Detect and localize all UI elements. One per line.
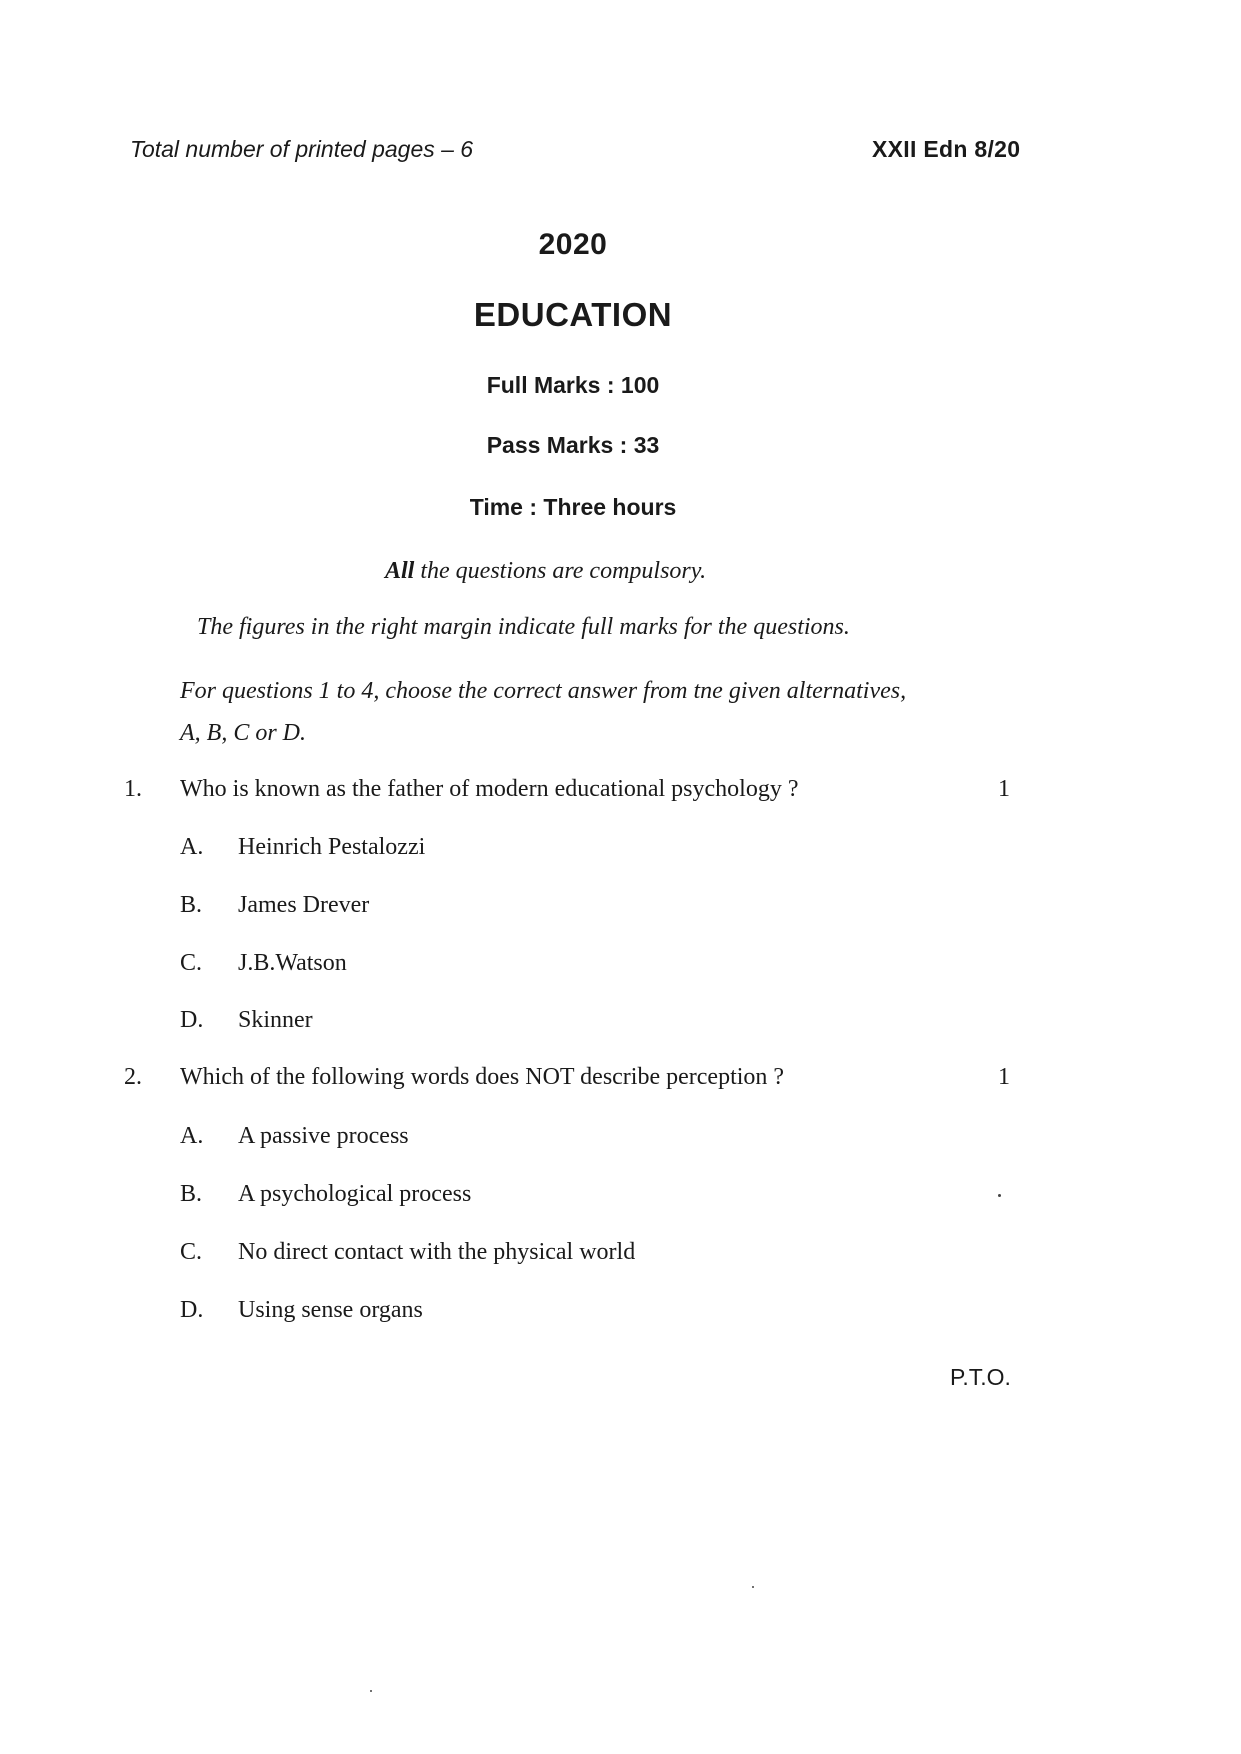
question-1-option-b-text: James Drever [238,892,370,918]
instruction-compulsory-rest: the questions are compulsory. [414,558,707,584]
instruction-compulsory [385,558,706,585]
instruction-choose-line-1: For questions 1 to 4, choose the correct answer from tne given alternatives, [180,678,907,704]
please-turn-over: P.T.O. [950,1364,1011,1390]
paper-code: XXII Edn 8/20 [872,136,1021,162]
instruction-choose-line-2: A, B, C or D. [180,720,306,746]
question-2-number: 2. [124,1064,142,1090]
exam-year: 2020 [538,228,608,261]
pass-marks: Pass Marks : 33 [486,432,660,458]
question-1-option-c-text: J.B.Watson [238,950,347,976]
question-2-option-b-letter: B. [180,1181,203,1207]
question-1-option-a-text: Heinrich Pestalozzi [238,834,426,860]
scan-speck [998,1194,1001,1197]
question-1-text: Who is known as the father of modern educational psychology ? [180,776,799,802]
question-1-option-d-text: Skinner [238,1007,313,1033]
printed-pages-note: Total number of printed pages – 6 [130,136,474,162]
question-1-option-a-letter: A. [180,834,204,860]
exam-time: Time : Three hours [469,494,677,520]
question-2-option-d-text: Using sense organs [238,1297,423,1323]
question-2-marks: 1 [998,1064,1010,1090]
instruction-figures: The figures in the right margin indicate full marks for the questions. [197,614,850,640]
question-1-number: 1. [124,776,142,802]
question-2-option-c-letter: C. [180,1239,203,1265]
question-2-option-c-text: No direct contact with the physical world [238,1239,636,1265]
question-2-option-b-text: A psychological process [238,1181,472,1207]
question-1-marks: 1 [998,776,1010,802]
exam-subject: EDUCATION [473,296,673,333]
scan-speck [752,1586,754,1588]
instruction-compulsory-emphasis: All [385,558,415,584]
question-2-option-a-letter: A. [180,1123,204,1149]
question-1-option-c-letter: C. [180,950,203,976]
question-2-option-d-letter: D. [180,1297,204,1323]
full-marks: Full Marks : 100 [486,372,660,398]
question-1-option-b-letter: B. [180,892,203,918]
scan-speck [370,1690,372,1692]
question-1-option-d-letter: D. [180,1007,204,1033]
question-2-option-a-text: A passive process [238,1123,409,1149]
question-2-text: Which of the following words does NOT describe perception ? [180,1064,785,1090]
